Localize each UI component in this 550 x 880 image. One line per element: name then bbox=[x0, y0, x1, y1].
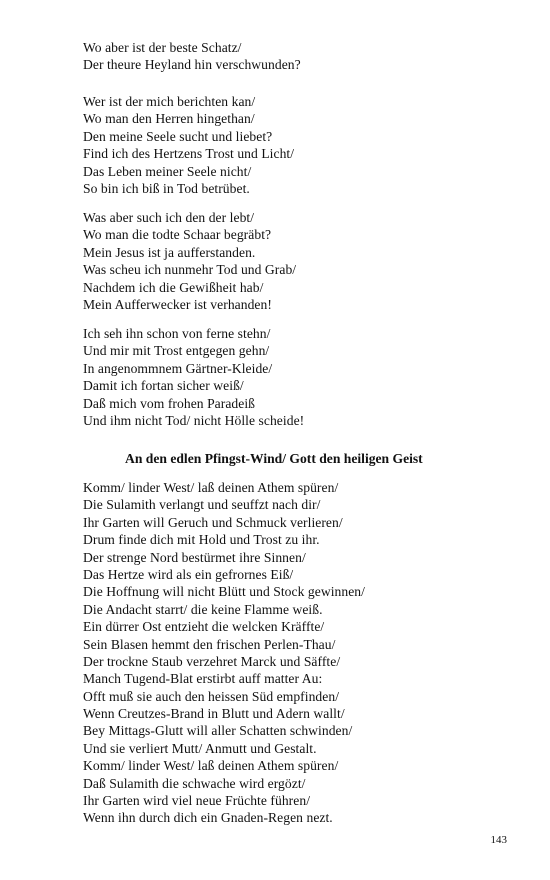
verse-line: Die Sulamith verlangt und seuffzt nach dir/ bbox=[83, 497, 321, 513]
verse-line: Bey Mittags-Glutt will aller Schatten schwinden/ bbox=[83, 723, 353, 739]
verse-line: Mein Jesus ist ja aufferstanden. bbox=[83, 244, 256, 260]
stanza-3 bbox=[83, 209, 296, 313]
verse-line: Was aber such ich den der lebt/ bbox=[83, 210, 255, 225]
verse-line: Der theure Heyland hin verschwunden? bbox=[83, 57, 301, 73]
verse-line: Ich seh ihn schon von ferne stehn/ bbox=[83, 326, 271, 341]
verse-line: Den meine Seele sucht und liebet? bbox=[83, 128, 273, 144]
verse-line: Wenn ihn durch dich ein Gnaden-Regen nezt. bbox=[83, 810, 333, 826]
poem-title: An den edlen Pfingst-Wind/ Gott den heiligen Geist bbox=[125, 451, 423, 466]
stanza-1 bbox=[83, 39, 301, 74]
verse-line: Komm/ linder West/ laß deinen Athem spüren/ bbox=[83, 480, 339, 495]
verse-line: Und ihm nicht Tod/ nicht Hölle scheide! bbox=[83, 412, 305, 428]
verse-line: Komm/ linder West/ laß deinen Athem spüren/ bbox=[83, 758, 339, 774]
verse-line: Offt muß sie auch den heissen Süd empfinden/ bbox=[83, 688, 340, 704]
verse-line: Damit ich fortan sicher weiß/ bbox=[83, 378, 244, 394]
verse-line: Nachdem ich die Gewißheit hab/ bbox=[83, 279, 264, 295]
verse-line: Und sie verliert Mutt/ Anmutt und Gestalt. bbox=[83, 740, 317, 756]
verse-line: Mein Aufferwecker ist verhanden! bbox=[83, 296, 272, 312]
verse-line: Manch Tugend-Blat erstirbt auff matter Au: bbox=[83, 671, 323, 687]
verse-line: In angenommnem Gärtner-Kleide/ bbox=[83, 360, 273, 376]
verse-line: Der trockne Staub verzehret Marck und Säffte/ bbox=[83, 653, 341, 669]
verse-line: Und mir mit Trost entgegen gehn/ bbox=[83, 343, 270, 359]
verse-line: Ihr Garten will Geruch und Schmuck verlieren/ bbox=[83, 514, 343, 530]
verse-line: Das Hertze wird als ein gefrornes Eiß/ bbox=[83, 566, 294, 582]
verse-line: Sein Blasen hemmt den frischen Perlen-Thau/ bbox=[83, 636, 336, 652]
stanza-4 bbox=[83, 325, 304, 429]
verse-line: Ein dürrer Ost entzieht die welcken Kräffte/ bbox=[83, 619, 325, 635]
verse-line: Was scheu ich nunmehr Tod und Grab/ bbox=[83, 262, 297, 278]
verse-line: Der strenge Nord bestürmet ihre Sinnen/ bbox=[83, 549, 306, 565]
verse-line: Wer ist der mich berichten kan/ bbox=[83, 94, 256, 109]
verse-line: Drum finde dich mit Hold und Trost zu ihr. bbox=[83, 532, 320, 548]
verse-line: Wenn Creutzes-Brand in Blutt und Adern wallt/ bbox=[83, 706, 345, 722]
page-number: 143 bbox=[490, 834, 507, 846]
verse-line: Find ich des Hertzens Trost und Licht/ bbox=[83, 146, 295, 162]
verse-line: Wo man den Herren hingethan/ bbox=[83, 111, 255, 127]
verse-line: Ihr Garten wird viel neue Früchte führen/ bbox=[83, 793, 311, 809]
verse-line: So bin ich biß in Tod betrübet. bbox=[83, 180, 250, 196]
verse-line: Die Andacht starrt/ die keine Flamme weiß. bbox=[83, 601, 323, 617]
stanza-2 bbox=[83, 93, 294, 197]
verse-line: Daß mich vom frohen Paradeiß bbox=[83, 395, 256, 411]
verse-line: Wo man die todte Schaar begräbt? bbox=[83, 227, 272, 243]
poem-2-body bbox=[83, 479, 365, 827]
verse-line: Daß Sulamith die schwache wird ergözt/ bbox=[83, 775, 306, 791]
verse-line: Die Hoffnung will nicht Blütt und Stock gewinnen/ bbox=[83, 584, 365, 600]
verse-line: Wo aber ist der beste Schatz/ bbox=[83, 40, 242, 55]
verse-line: Das Leben meiner Seele nicht/ bbox=[83, 163, 252, 179]
